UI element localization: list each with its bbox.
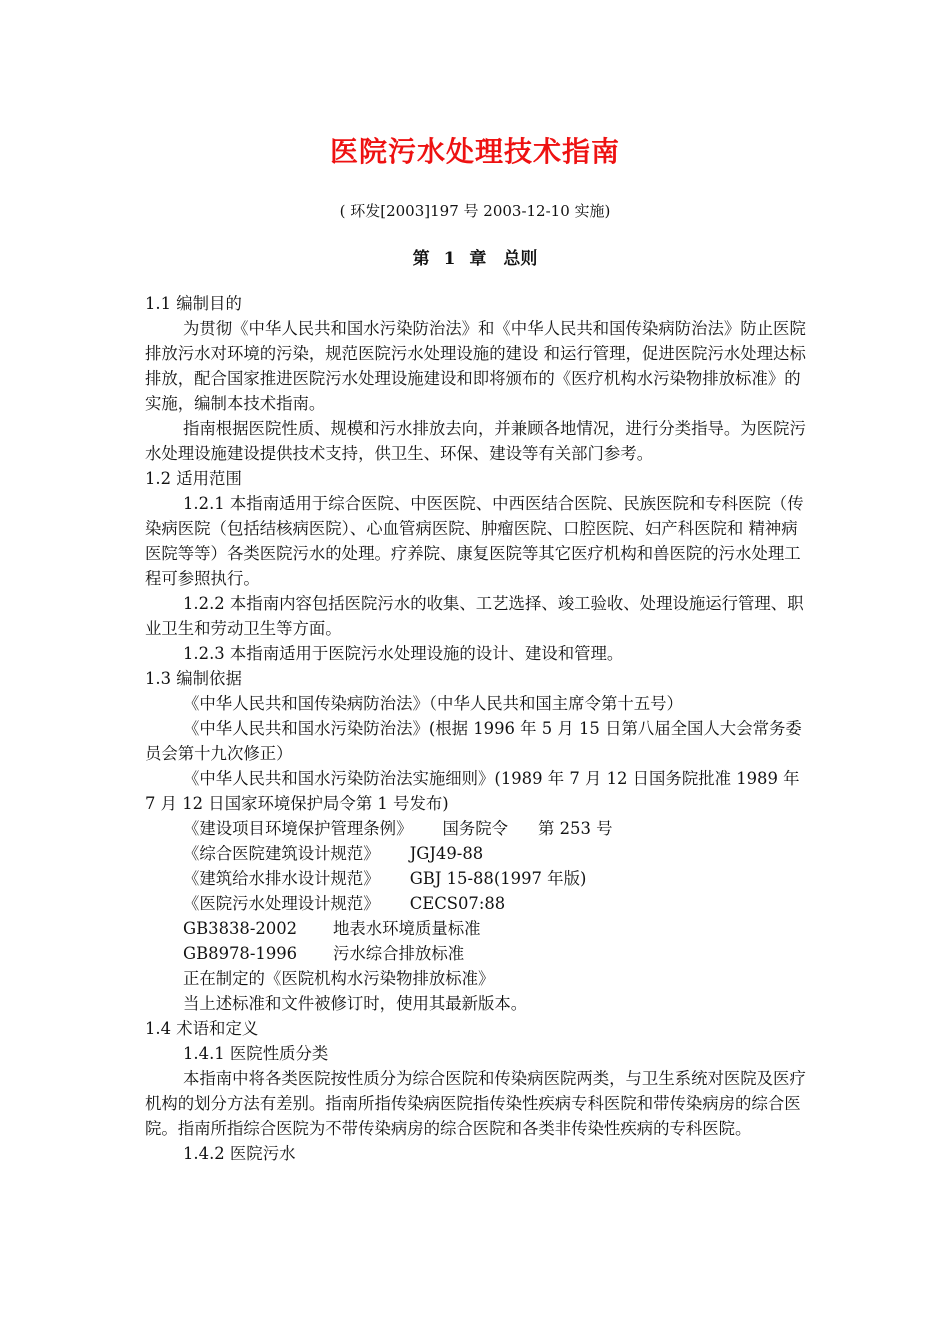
document-subtitle: ( 环发[2003]197 号 2003-12-10 实施) <box>339 202 611 220</box>
reference-regulation <box>145 816 810 841</box>
reference-line: 当上述标准和文件被修订时，使用其最新版本。 <box>183 994 528 1013</box>
standard-name: 地表水环境质量标准 <box>333 919 481 938</box>
reference-line: 正在制定的《医院机构水污染物排放标准》 <box>183 969 495 988</box>
reference-code-row <box>145 866 810 891</box>
subsection-heading: 1.4.2 医院污水 <box>183 1144 296 1163</box>
reference-line: 《中华人民共和国水污染防治法》(根据 1996 年 5 月 15 日第八届全国人大会常务委员会第十九次修正） <box>145 719 802 763</box>
regulation-name: 《建设项目环境保护管理条例》 <box>183 819 413 838</box>
reference-line: 《中华人民共和国水污染防治法实施细则》(1989 年 7 月 12 日国务院批准 1989 年 7 月 12 日国家环境保护局令第 1 号发布) <box>145 769 800 813</box>
paragraph: 1.2.2 本指南内容包括医院污水的收集、工艺选择、竣工验收、处理设施运行管理、职业卫生和劳动卫生等方面。 <box>145 594 804 638</box>
regulation-org: 国务院令 <box>442 819 509 838</box>
paragraph: 1.2.3 本指南适用于医院污水处理设施的设计、建设和管理。 <box>183 644 624 663</box>
standard-name: 污水综合排放标准 <box>333 944 465 963</box>
code-id: CECS07:88 <box>409 894 506 913</box>
subsection-heading: 1.4.1 医院性质分类 <box>183 1044 329 1063</box>
paragraph: 本指南中将各类医院按性质分为综合医院和传染病医院两类，与卫生系统对医院及医疗机构的划分方法有差别。指南所指传染病医院指传染性疾病专科医院和带传染病房的综合医院。指南所指综合医院为不带传染病房的综合医院和各类非传染性疾病的专科医院。 <box>145 1069 806 1138</box>
section-heading-1-2: 1.2 适用范围 <box>145 469 242 488</box>
reference-code-row <box>145 891 810 916</box>
document-body <box>145 291 810 1166</box>
code-id: GBJ 15-88(1997 年版) <box>409 869 587 888</box>
code-name: 《建筑给水排水设计规范》 <box>183 869 380 888</box>
paragraph: 指南根据医院性质、规模和污水排放去向，并兼顾各地情况，进行分类指导。为医院污水处理设施建设提供技术支持，供卫生、环保、建设等有关部门参考。 <box>145 419 806 463</box>
standard-code: GB3838-2002 <box>183 919 298 938</box>
section-heading-1-3: 1.3 编制依据 <box>145 669 242 688</box>
code-name: 《医院污水处理设计规范》 <box>183 894 380 913</box>
code-id: JGJ49-88 <box>409 844 484 863</box>
code-name: 《综合医院建筑设计规范》 <box>183 844 380 863</box>
section-heading-1-1: 1.1 编制目的 <box>145 294 242 313</box>
standard-row <box>145 916 810 941</box>
reference-code-row <box>145 841 810 866</box>
standard-code: GB8978-1996 <box>183 944 298 963</box>
regulation-number: 第 253 号 <box>538 819 613 838</box>
chapter-heading: 第 1 章 总则 <box>412 249 538 269</box>
paragraph: 1.2.1 本指南适用于综合医院、中医医院、中西医结合医院、民族医院和专科医院（传染病医院（包括结核病医院）、心血管病医院、肿瘤医院、口腔医院、妇产科医院和 精神病医院等等）各类医院污水的处理。疗养院、康复医院等其它医疗机构和兽医院的污水处理工程可参照执行。 <box>145 494 804 588</box>
section-heading-1-4: 1.4 术语和定义 <box>145 1019 259 1038</box>
reference-line: 《中华人民共和国传染病防治法》（中华人民共和国主席令第十五号） <box>183 694 683 713</box>
paragraph: 为贯彻《中华人民共和国水污染防治法》和《中华人民共和国传染病防治法》防止医院排放污水对环境的污染，规范医院污水处理设施的建设 和运行管理，促进医院污水处理达标排放，配合国家推进医院污水处理设施建设和即将颁布的《医疗机构水污染物排放标准》的实施，编制本技术指南。 <box>145 319 806 413</box>
standard-row <box>145 941 810 966</box>
document-title: 医院污水处理技术指南 <box>329 135 620 168</box>
